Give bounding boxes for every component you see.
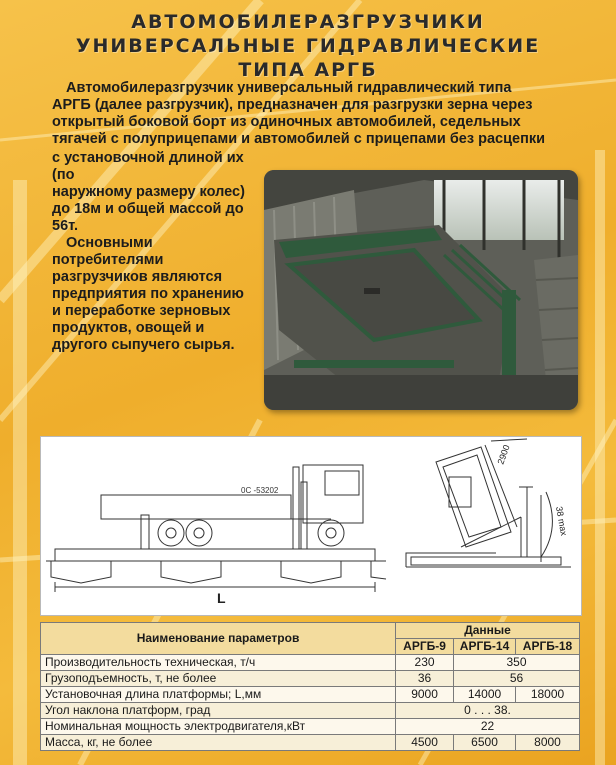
length-label: L: [217, 590, 226, 606]
model-header: АРГБ-14: [454, 639, 516, 655]
table-row: [41, 719, 580, 735]
truck-marking: 0С -53202: [241, 486, 279, 495]
intro-line-2: АРГБ (далее разгрузчик), предназначен для разгрузки зерна через: [52, 97, 533, 113]
intro-line-1: Автомобилеразгрузчик универсальный гидравлический типа: [66, 80, 512, 96]
param-value: 36: [396, 671, 454, 687]
left-line-8: предприятия по хранению: [52, 286, 244, 302]
left-text-column: [52, 150, 262, 354]
param-value: 18000: [516, 687, 580, 703]
height-label: 2900: [495, 443, 512, 466]
param-value: 6500: [454, 735, 516, 751]
param-value: 9000: [396, 687, 454, 703]
title-line-2: УНИВЕРСАЛЬНЫЕ ГИДРАВЛИЧЕСКИЕ: [75, 35, 541, 57]
data-header: Данные: [396, 623, 580, 639]
param-name: Установочная длина платформы; L,мм: [41, 687, 396, 703]
model-header: АРГБ-9: [396, 639, 454, 655]
param-name: Угол наклона платформ, град: [41, 703, 396, 719]
left-line-11: другого сыпучего сырья.: [52, 337, 235, 353]
table-row: [41, 735, 580, 751]
param-header: Наименование параметров: [41, 623, 396, 655]
param-value: 230: [396, 655, 454, 671]
param-name: Производительность техническая, т/ч: [41, 655, 396, 671]
table-row: [41, 671, 580, 687]
param-name: Номинальная мощность электродвигателя,кВт: [41, 719, 396, 735]
specs-table: [40, 622, 580, 751]
param-value: 4500: [396, 735, 454, 751]
intro-line-3: открытый боковой борт из одиночных автомобилей, седельных: [52, 114, 521, 130]
param-value: 22: [396, 719, 580, 735]
angle-label: 38 max: [554, 505, 570, 537]
param-name: Грузоподъемность, т, не более: [41, 671, 396, 687]
intro-line-4: тягачей с полуприцепами и автомобилей с прицепами без расцепки: [52, 131, 545, 147]
param-name: Масса, кг, не более: [41, 735, 396, 751]
table-row: [41, 655, 580, 671]
param-value: 14000: [454, 687, 516, 703]
left-line-5: Основными: [66, 235, 153, 251]
param-value: 8000: [516, 735, 580, 751]
unloader-photo: [264, 170, 578, 410]
model-header: АРГБ-18: [516, 639, 580, 655]
technical-drawing: [40, 436, 582, 616]
table-row: [41, 687, 580, 703]
param-value: 350: [454, 655, 580, 671]
left-line-6: потребителями: [52, 252, 164, 268]
param-value: 0 . . . 38.: [396, 703, 580, 719]
left-line-10: продуктов, овощей и: [52, 320, 205, 336]
left-line-2: наружному размеру колес): [52, 184, 245, 200]
title-line-1: АВТОМОБИЛЕРАЗГРУЗЧИКИ: [131, 11, 485, 33]
left-line-9: и переработке зерновых: [52, 303, 231, 319]
page-title: [0, 10, 616, 82]
intro-paragraph: [52, 80, 582, 148]
left-line-4: 56т.: [52, 218, 78, 234]
left-line-1: с установочной длиной их (по: [52, 150, 244, 183]
title-line-3: ТИПА АРГБ: [238, 59, 378, 81]
left-line-7: разгрузчиков являются: [52, 269, 223, 285]
table-row: [41, 703, 580, 719]
param-value: 56: [454, 671, 580, 687]
left-line-3: до 18м и общей массой до: [52, 201, 244, 217]
